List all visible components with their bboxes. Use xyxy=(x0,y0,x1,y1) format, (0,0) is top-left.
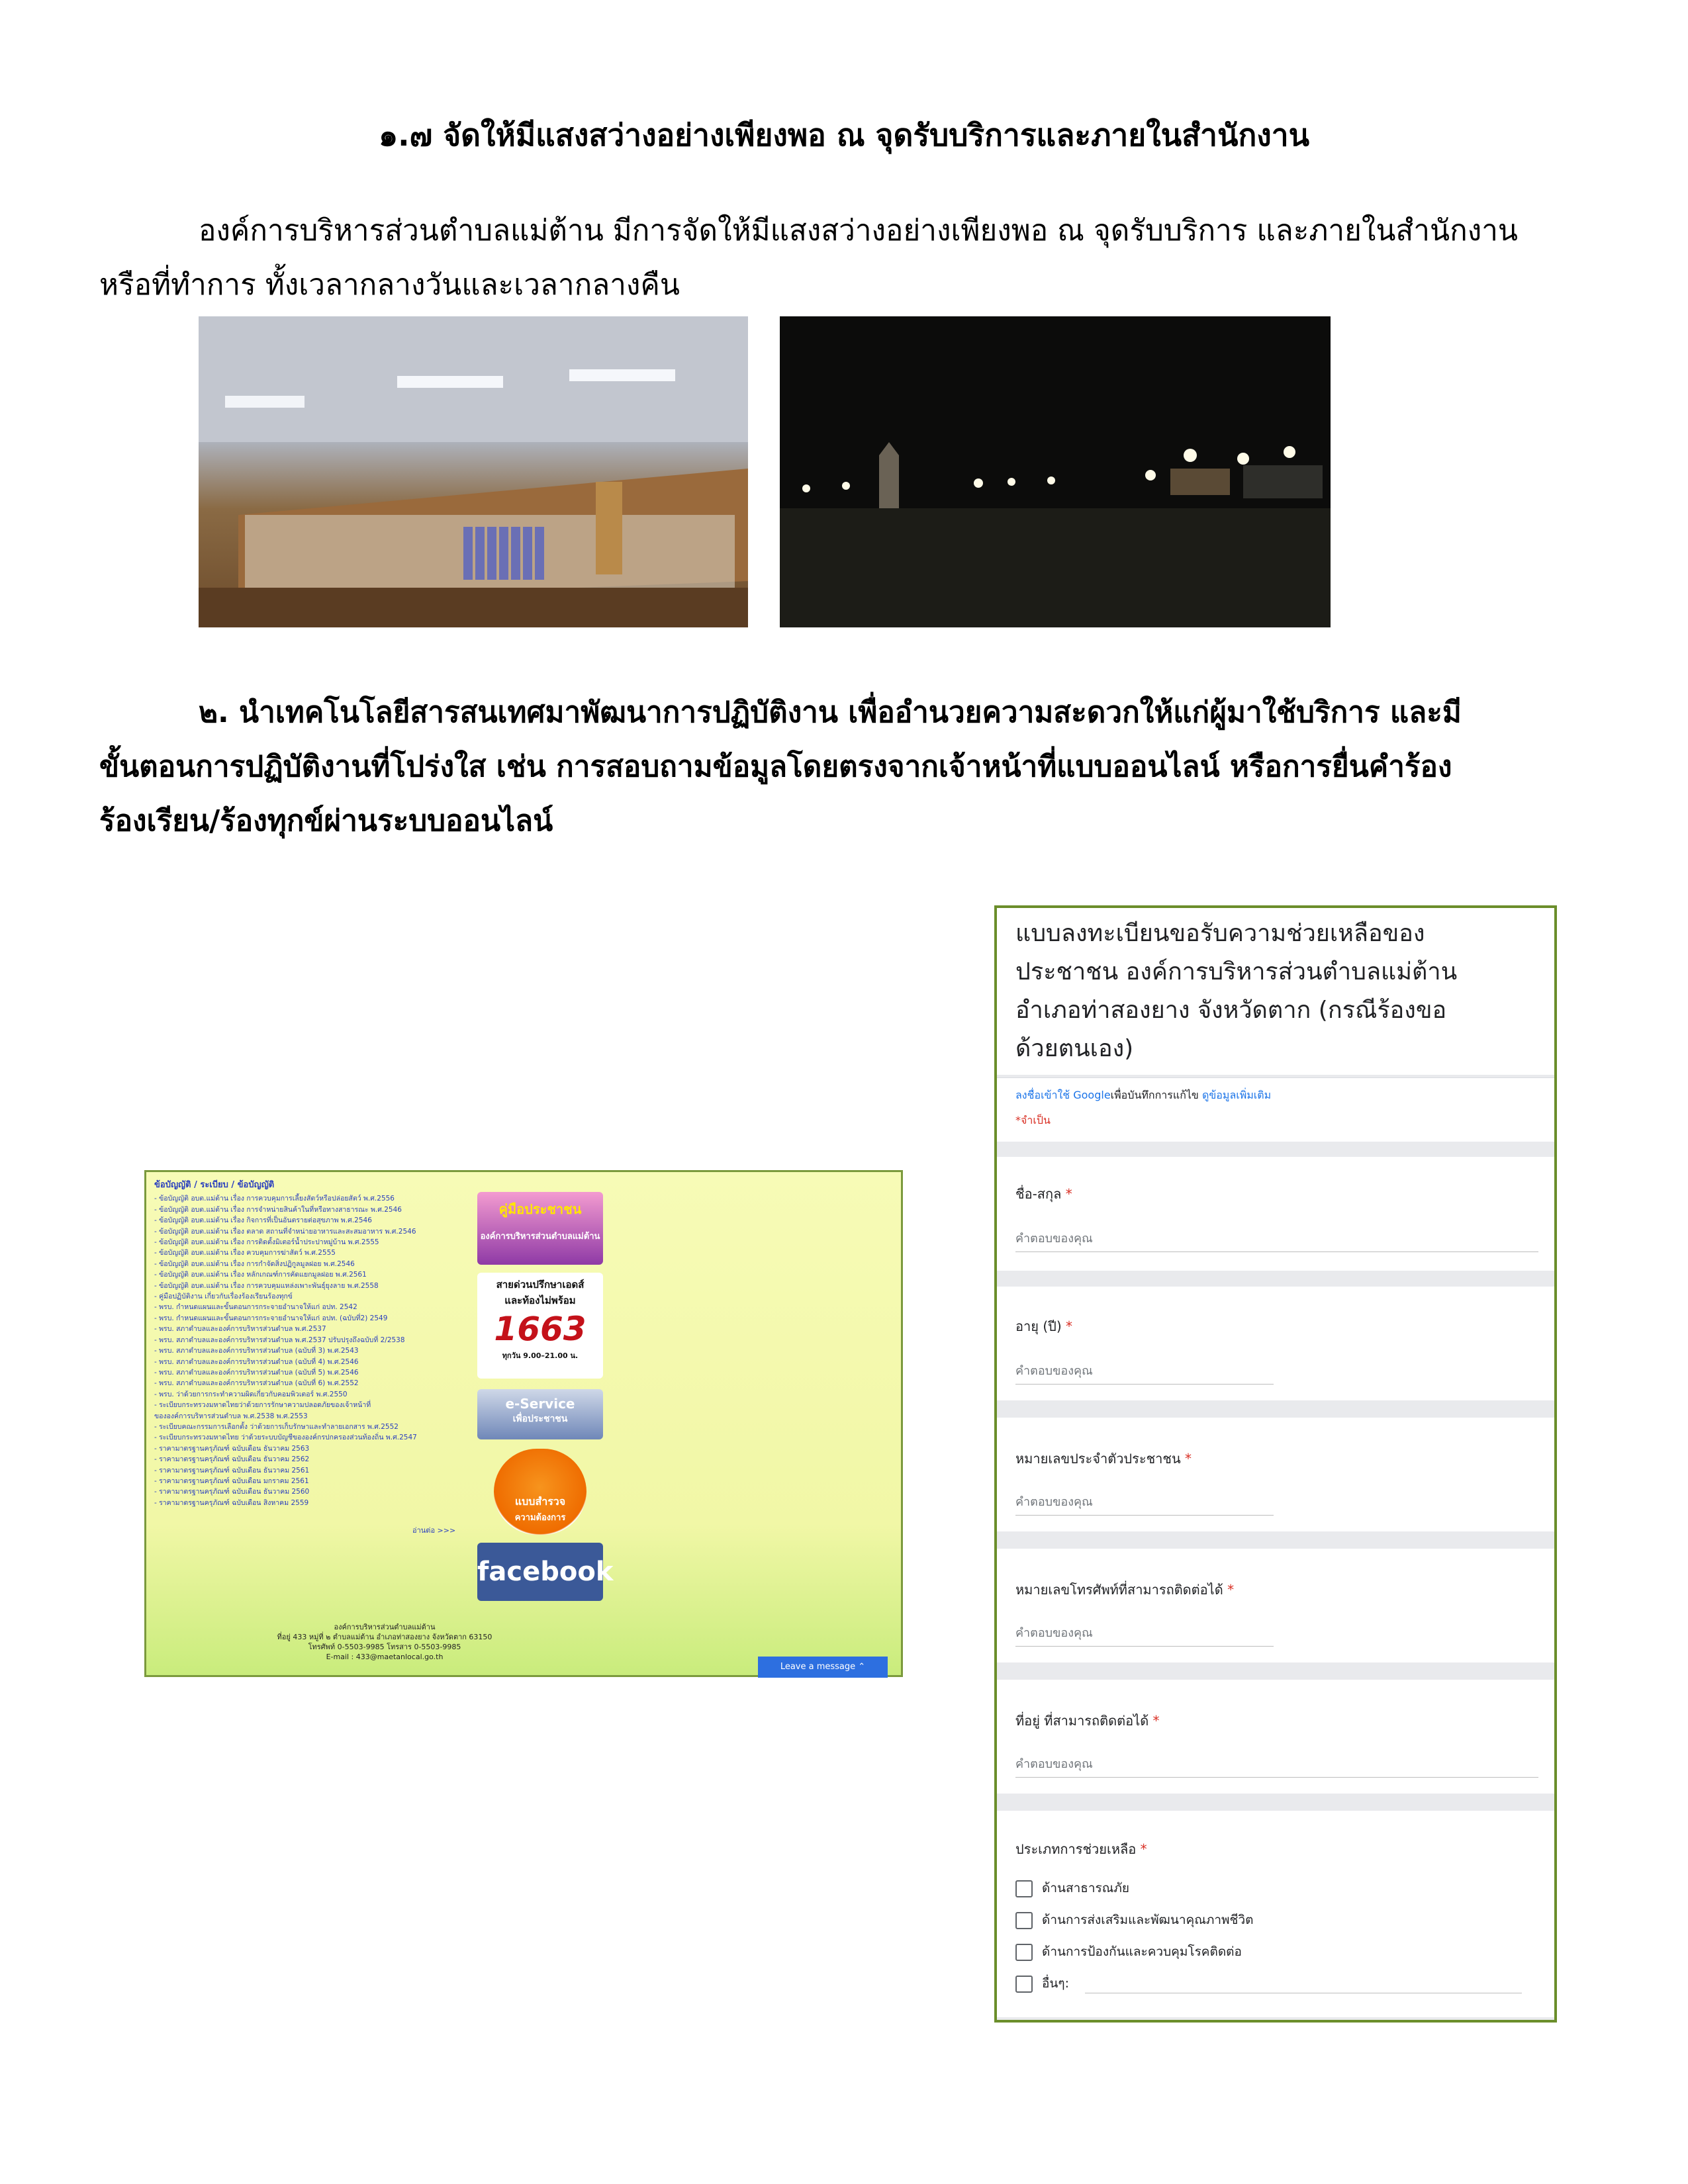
checkbox-icon[interactable] xyxy=(1015,1944,1033,1961)
form-header-card xyxy=(997,908,1554,1075)
age-answer-input[interactable]: คำตอบของคุณ xyxy=(1015,1361,1274,1385)
office-nighttime-photo xyxy=(780,316,1331,627)
website-screenshot xyxy=(144,1170,903,1677)
aids-hotline-hours: ทุกวัน 9.00–21.00 น. xyxy=(502,1351,579,1360)
signin-link[interactable]: ลงชื่อเข้าใช้ Google xyxy=(1015,1089,1111,1101)
regulation-link[interactable]: - ข้อบัญญัติ อบต.แม่ต้าน เรื่อง หลักเกณฑ์การคัดแยกมูลฝอย พ.ศ.2561 xyxy=(154,1271,367,1279)
question-card-phone xyxy=(997,1549,1554,1662)
regulation-link[interactable]: - ราคามาตรฐานครุภัณฑ์ ฉบับเดือน ธันวาคม 2562 xyxy=(154,1455,310,1464)
regulation-link[interactable]: - พรบ. สภาตำบลและองค์การบริหารส่วนตำบล (ฉบับที่ 4) พ.ศ.2546 xyxy=(154,1357,359,1366)
link-list-header: ข้อบัญญัติ / ระเบียบ / ข้อบัญญัติ xyxy=(154,1180,275,1190)
regulation-link[interactable]: - พรบ. ว่าด้วยการกระทำความผิดเกี่ยวกับคอมพิวเตอร์ พ.ศ.2550 xyxy=(154,1390,348,1398)
phone-answer-input[interactable]: คำตอบของคุณ xyxy=(1015,1623,1274,1647)
regulation-link[interactable]: - ข้อบัญญัติ อบต.แม่ต้าน เรื่อง ควบคุมการฆ่าสัตว์ พ.ศ.2555 xyxy=(154,1249,336,1257)
question-text: ที่อยู่ ที่สามารถติดต่อได้ xyxy=(1015,1713,1149,1729)
regulation-link[interactable]: - ข้อบัญญัติ อบต.แม่ต้าน เรื่อง การควบคุมแหล่งเพาะพันธุ์ยุงลาย พ.ศ.2558 xyxy=(154,1281,379,1290)
question-text: หมายเลขประจำตัวประชาชน xyxy=(1015,1451,1181,1467)
e-service-banner[interactable] xyxy=(477,1389,603,1439)
regulation-link[interactable]: - พรบ. สภาตำบลและองค์การบริหารส่วนตำบล (ฉบับที่ 3) พ.ศ.2543 xyxy=(154,1347,359,1355)
checkbox-icon[interactable] xyxy=(1015,1976,1033,1993)
regulation-link[interactable]: - พรบ. กำหนดแผนและขั้นตอนการกระจายอำนาจให้แก่ อปท. (ฉบับที่2) 2549 xyxy=(154,1314,388,1322)
regulation-link[interactable]: - พรบ. สภาตำบลและองค์การบริหารส่วนตำบล (ฉบับที่ 6) พ.ศ.2552 xyxy=(154,1379,359,1388)
option-label: ด้านสาธารณภัย xyxy=(1042,1881,1130,1895)
option-other[interactable] xyxy=(1015,1974,1522,1993)
regulation-link[interactable]: - ข้อบัญญัติ อบต.แม่ต้าน เรื่อง การกำจัดสิ่งปฏิกูลมูลฝอย พ.ศ.2546 xyxy=(154,1259,355,1268)
form-signin-card xyxy=(997,1077,1554,1142)
form-title xyxy=(1015,915,1457,1068)
section-1-7-line2: หรือที่ทำการ ทั้งเวลากลางวันและเวลากลางคืน xyxy=(99,268,680,302)
required-star: * xyxy=(1065,1186,1072,1202)
question-label xyxy=(1015,1579,1234,1600)
survey-banner[interactable] xyxy=(494,1449,586,1535)
question-text: ประเภทการช่วยเหลือ xyxy=(1015,1841,1137,1857)
id-answer-input[interactable]: คำตอบของคุณ xyxy=(1015,1492,1274,1516)
google-form-screenshot xyxy=(994,905,1557,2023)
regulation-link[interactable]: - ข้อบัญญัติ อบต.แม่ต้าน เรื่อง ตลาด สถานที่จำหน่ายอาหารและสะสมอาหาร พ.ศ.2546 xyxy=(154,1227,416,1236)
section-2-line2: ขั้นตอนการปฏิบัติงานที่โปร่งใส เช่น การสอบถามข้อมูลโดยตรงจากเจ้าหน้าที่แบบออนไลน์ หรือการยื่นคำร้อง xyxy=(99,750,1452,784)
regulation-link[interactable]: - พรบ. กำหนดแผนและขั้นตอนการกระจายอำนาจให้แก่ อปท. 2542 xyxy=(154,1303,357,1312)
question-label xyxy=(1015,1839,1147,1860)
required-star: * xyxy=(1140,1841,1147,1857)
required-star: * xyxy=(1227,1582,1235,1598)
regulation-link[interactable]: - ข้อบัญญัติ อบต.แม่ต้าน เรื่อง กิจการที่เป็นอันตรายต่อสุขภาพ พ.ศ.2546 xyxy=(154,1216,372,1225)
section-1-7-line1: องค์การบริหารส่วนตำบลแม่ต้าน มีการจัดให้มีแสงสว่างอย่างเพียงพอ ณ จุดรับบริการ และภายในสำนักงาน xyxy=(199,214,1518,248)
aids-hotline-mid: และท้องไม่พร้อม xyxy=(504,1295,576,1306)
question-text: หมายเลขโทรศัพท์ที่สามารถติดต่อได้ xyxy=(1015,1582,1223,1598)
question-card-name xyxy=(997,1157,1554,1271)
facebook-banner[interactable]: facebook xyxy=(477,1543,603,1601)
citizen-manual-title: คู่มือประชาชน xyxy=(498,1201,582,1217)
other-text-input[interactable] xyxy=(1085,1978,1522,1993)
address-line: โทรศัพท์ 0-5503-9985 โทรสาร 0-5503-9985 xyxy=(308,1643,461,1651)
regulation-link[interactable]: - ราคามาตรฐานครุภัณฑ์ ฉบับเดือน ธันวาคม 2563 xyxy=(154,1444,310,1453)
e-service-title: e-Service xyxy=(505,1396,575,1412)
read-more-link[interactable]: อ่านต่อ >>> xyxy=(412,1526,456,1535)
regulation-link[interactable]: - พรบ. สภาตำบลและองค์การบริหารส่วนตำบล พ.ศ.2537 xyxy=(154,1325,326,1334)
required-star: * xyxy=(1065,1318,1072,1334)
site-address xyxy=(146,1622,623,1662)
option-quality-of-life[interactable] xyxy=(1015,1910,1253,1930)
form-title-line: อำเภอท่าสองยาง จังหวัดตาก (กรณีร้องขอ xyxy=(1015,997,1447,1024)
regulation-link[interactable]: - ระเบียบกระทรวงมหาดไทยว่าด้วยการรักษาความปลอดภัยของเจ้าหน้าที่ xyxy=(154,1401,371,1410)
required-star: * xyxy=(1152,1713,1160,1729)
aids-hotline-top: สายด่วนปรึกษาเอดส์ xyxy=(496,1279,585,1291)
regulation-link[interactable]: - คู่มือปฏิบัติงาน เกี่ยวกับเรื่องร้องเรียนร้องทุกข์ xyxy=(154,1293,293,1301)
regulation-link[interactable]: - ระเบียบกระทรวงมหาดไทย ว่าด้วยระบบบัญชีขององค์กรปกครองส่วนท้องถิ่น พ.ศ.2547 xyxy=(154,1433,417,1442)
address-line: ที่อยู่ 433 หมู่ที่ ๒ ตำบลแม่ต้าน อำเภอท่าสองยาง จังหวัดตาก 63150 xyxy=(277,1633,492,1641)
option-label: ด้านการป้องกันและควบคุมโรคติดต่อ xyxy=(1042,1944,1242,1959)
checkbox-icon[interactable] xyxy=(1015,1880,1033,1897)
regulation-link[interactable]: - ข้อบัญญัติ อบต.แม่ต้าน เรื่อง การควบคุมการเลี้ยงสัตว์หรือปล่อยสัตว์ พ.ศ.2556 xyxy=(154,1195,395,1203)
regulation-link[interactable]: - ราคามาตรฐานครุภัณฑ์ ฉบับเดือน ธันวาคม 2561 xyxy=(154,1466,310,1475)
address-answer-input[interactable]: คำตอบของคุณ xyxy=(1015,1754,1538,1778)
regulation-link[interactable]: - ระเบียบคณะกรรมการเลือกตั้ง ว่าด้วยการเก็บรักษาและทำลายเอกสาร พ.ศ.2552 xyxy=(154,1422,399,1431)
aids-hotline-number: 1663 xyxy=(494,1310,586,1348)
regulation-link[interactable]: ขององค์การบริหารส่วนตำบล พ.ศ.2538 พ.ศ.2553 xyxy=(154,1412,308,1420)
leave-message-button[interactable] xyxy=(758,1657,888,1678)
option-label: ด้านการส่งเสริมและพัฒนาคุณภาพชีวิต xyxy=(1042,1913,1254,1927)
option-label: อื่นๆ: xyxy=(1042,1976,1070,1991)
regulation-link[interactable]: - ข้อบัญญัติ อบต.แม่ต้าน เรื่อง การจำหน่ายสินค้าในที่หรือทางสาธารณะ พ.ศ.2546 xyxy=(154,1205,402,1214)
question-card-age xyxy=(997,1287,1554,1400)
name-answer-input[interactable]: คำตอบของคุณ xyxy=(1015,1228,1538,1252)
regulation-link[interactable]: - พรบ. สภาตำบลและองค์การบริหารส่วนตำบล (ฉบับที่ 5) พ.ศ.2546 xyxy=(154,1368,359,1377)
question-card-id xyxy=(997,1418,1554,1531)
checkbox-icon[interactable] xyxy=(1015,1912,1033,1929)
regulation-link[interactable]: - ราคามาตรฐานครุภัณฑ์ ฉบับเดือน ธันวาคม 2560 xyxy=(154,1488,310,1496)
survey-subtitle: ความต้องการ xyxy=(514,1513,566,1523)
address-line: องค์การบริหารส่วนตำบลแม่ต้าน xyxy=(334,1623,436,1631)
chevron-up-icon: ⌃ xyxy=(858,1662,866,1672)
aids-hotline-banner[interactable] xyxy=(477,1273,603,1379)
required-star: * xyxy=(1185,1451,1192,1467)
signin-rest: เพื่อบันทึกการแก้ไข xyxy=(1110,1089,1202,1101)
signin-notice xyxy=(1015,1087,1271,1104)
leave-message-label: Leave a message xyxy=(780,1662,856,1672)
section-2-line1: ๒. นำเทคโนโลยีสารสนเทศมาพัฒนาการปฏิบัติงาน เพื่ออำนวยความสะดวกให้แก่ผู้มาใช้บริการ และมี xyxy=(199,696,1462,729)
citizen-manual-subtitle: องค์การบริหารส่วนตำบลแม่ต้าน xyxy=(480,1232,600,1242)
question-label xyxy=(1015,1183,1072,1205)
e-service-subtitle: เพื่อประชาชน xyxy=(512,1414,568,1424)
section-2-line3: ร้องเรียน/ร้องทุกข์ผ่านระบบออนไลน์ xyxy=(99,804,553,838)
regulation-link[interactable]: - ราคามาตรฐานครุภัณฑ์ ฉบับเดือน มกราคม 2561 xyxy=(154,1477,309,1485)
regulation-link[interactable]: - พรบ. สภาตำบลและองค์การบริหารส่วนตำบล พ.ศ.2537 ปรับปรุงถึงฉบับที่ 2/2538 xyxy=(154,1336,405,1344)
form-title-line: ด้วยตนเอง) xyxy=(1015,1035,1134,1062)
learn-more-link[interactable]: ดูข้อมูลเพิ่มเติม xyxy=(1201,1089,1272,1101)
question-card-address xyxy=(997,1680,1554,1794)
section-heading-1-7: ๑.๗ จัดให้มีแสงสว่างอย่างเพียงพอ ณ จุดรับบริการและภายในสำนักงาน xyxy=(378,117,1310,153)
office-daytime-photo xyxy=(199,316,748,627)
question-card-assistance-type xyxy=(997,1811,1554,2017)
citizen-manual-banner[interactable] xyxy=(477,1192,603,1265)
question-label xyxy=(1015,1710,1160,1731)
option-disease-control[interactable] xyxy=(1015,1942,1242,1962)
form-title-line: แบบลงทะเบียนขอรับความช่วยเหลือของ xyxy=(1015,920,1425,947)
form-title-line: ประชาชน องค์การบริหารส่วนตำบลแม่ต้าน xyxy=(1015,958,1458,985)
survey-title: แบบสำรวจ xyxy=(514,1495,566,1508)
question-text: ชื่อ-สกุล xyxy=(1015,1186,1062,1202)
question-text: อายุ (ปี) xyxy=(1015,1318,1062,1334)
question-label xyxy=(1015,1448,1192,1469)
regulation-link[interactable]: - ราคามาตรฐานครุภัณฑ์ ฉบับเดือน สิงหาคม 2559 xyxy=(154,1498,309,1507)
address-line: E-mail : 433@maetanlocal.go.th xyxy=(326,1653,444,1661)
question-label xyxy=(1015,1316,1072,1337)
option-disaster[interactable] xyxy=(1015,1878,1129,1898)
required-note: *จำเป็น xyxy=(1015,1114,1051,1126)
regulation-link[interactable]: - ข้อบัญญัติ อบต.แม่ต้าน เรื่อง การติดตั้งมิเตอร์น้ำประปาหมู่บ้าน พ.ศ.2555 xyxy=(154,1238,379,1247)
